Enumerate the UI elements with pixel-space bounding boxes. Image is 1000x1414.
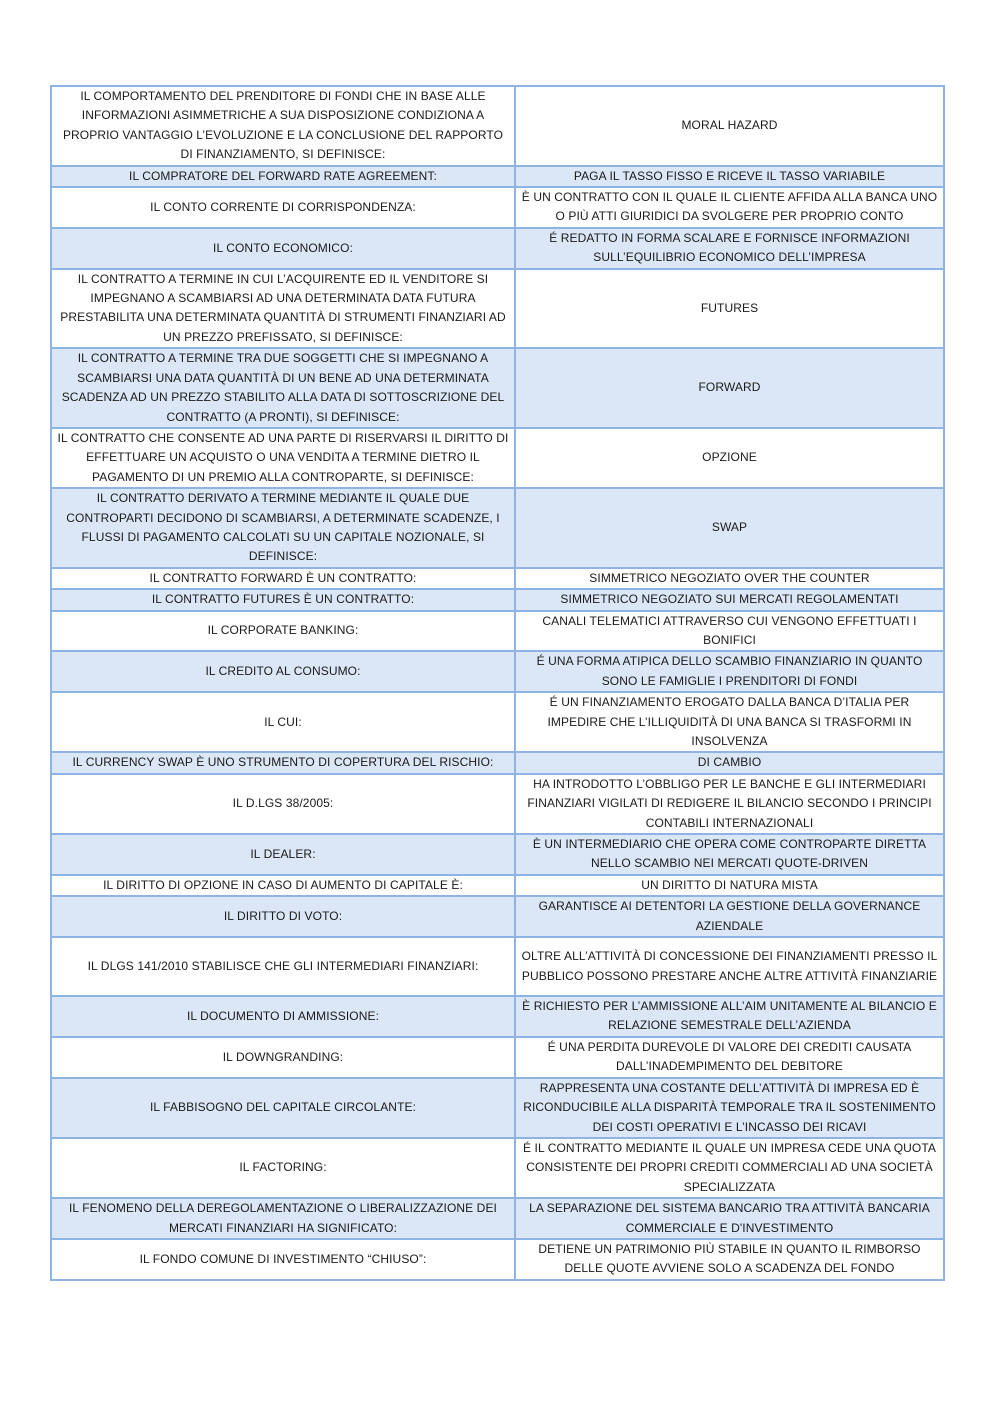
question-cell: IL CONTO ECONOMICO: bbox=[51, 228, 515, 269]
table-row bbox=[51, 1037, 944, 1078]
question-cell: IL DOWNGRANDING: bbox=[51, 1037, 515, 1078]
question-cell: IL D.LGS 38/2005: bbox=[51, 774, 515, 834]
table-row bbox=[51, 589, 944, 610]
question-cell: IL FABBISOGNO DEL CAPITALE CIRCOLANTE: bbox=[51, 1078, 515, 1138]
answer-cell: UN DIRITTO DI NATURA MISTA bbox=[515, 875, 944, 896]
answer-cell: RAPPRESENTA UNA COSTANTE DELL’ATTIVITÀ DI IMPRESA ED È RICONDUCIBILE ALLA DISPARITÀ TEMPORALE TRA IL SOSTENIMENTO DEI COSTI OPERATIVI E L’INCASSO DEI RICAVI bbox=[515, 1078, 944, 1138]
answer-cell: PAGA IL TASSO FISSO E RICEVE IL TASSO VARIABILE bbox=[515, 166, 944, 187]
answer-cell: FORWARD bbox=[515, 348, 944, 428]
question-cell: IL CONTRATTO CHE CONSENTE AD UNA PARTE DI RISERVARSI IL DIRITTO DI EFFETTUARE UN ACQUISTO O UNA VENDITA A TERMINE DIETRO IL PAGAMENTO DI UN PREMIO ALLA CONTROPARTE, SI DEFINISCE: bbox=[51, 428, 515, 488]
table-row bbox=[51, 752, 944, 773]
answer-cell: DI CAMBIO bbox=[515, 752, 944, 773]
question-cell: IL CONTRATTO FORWARD È UN CONTRATTO: bbox=[51, 568, 515, 589]
question-cell: IL CONTRATTO FUTURES È UN CONTRATTO: bbox=[51, 589, 515, 610]
answer-cell: FUTURES bbox=[515, 269, 944, 349]
question-cell: IL DEALER: bbox=[51, 834, 515, 875]
question-cell: IL DLGS 141/2010 STABILISCE CHE GLI INTERMEDIARI FINANZIARI: bbox=[51, 937, 515, 996]
question-cell: IL CONTRATTO A TERMINE IN CUI L’ACQUIRENTE ED IL VENDITORE SI IMPEGNANO A SCAMBIARSI AD UNA DETERMINATA DATA FUTURA PRESTABILITA UNA DETERMINATA QUANTITÀ DI STRUMENTI FINANZIARI AD UN PREZZO PREFISSATO, SI DEFINISCE: bbox=[51, 269, 515, 349]
question-cell: IL COMPORTAMENTO DEL PRENDITORE DI FONDI CHE IN BASE ALLE INFORMAZIONI ASIMMETRICHE A SUA DISPOSIZIONE CONDIZIONA A PROPRIO VANTAGGIO L’EVOLUZIONE E LA CONCLUSIONE DEL RAPPORTO DI FINANZIAMENTO, SI DEFINISCE: bbox=[51, 86, 515, 166]
qa-table bbox=[50, 85, 945, 1281]
answer-cell: MORAL HAZARD bbox=[515, 86, 944, 166]
table-row bbox=[51, 568, 944, 589]
answer-cell: É UNA PERDITA DUREVOLE DI VALORE DEI CREDITI CAUSATA DALL’INADEMPIMENTO DEL DEBITORE bbox=[515, 1037, 944, 1078]
table-row bbox=[51, 86, 944, 166]
table-row bbox=[51, 1239, 944, 1280]
question-cell: IL CREDITO AL CONSUMO: bbox=[51, 651, 515, 692]
table-row bbox=[51, 348, 944, 428]
question-cell: IL DIRITTO DI OPZIONE IN CASO DI AUMENTO DI CAPITALE È: bbox=[51, 875, 515, 896]
table-row bbox=[51, 428, 944, 488]
table-row bbox=[51, 1198, 944, 1239]
question-cell: IL CURRENCY SWAP È UNO STRUMENTO DI COPERTURA DEL RISCHIO: bbox=[51, 752, 515, 773]
table-row bbox=[51, 187, 944, 228]
answer-cell: CANALI TELEMATICI ATTRAVERSO CUI VENGONO EFFETTUATI I BONIFICI bbox=[515, 611, 944, 652]
table-row bbox=[51, 166, 944, 187]
table-row bbox=[51, 896, 944, 937]
answer-cell: È UN CONTRATTO CON IL QUALE IL CLIENTE AFFIDA ALLA BANCA UNO O PIÙ ATTI GIURIDICI DA SVOLGERE PER PROPRIO CONTO bbox=[515, 187, 944, 228]
answer-cell: È RICHIESTO PER L’AMMISSIONE ALL’AIM UNITAMENTE AL BILANCIO E RELAZIONE SEMESTRALE DELL’AZIENDA bbox=[515, 996, 944, 1037]
answer-cell: HA INTRODOTTO L’OBBLIGO PER LE BANCHE E GLI INTERMEDIARI FINANZIARI VIGILATI DI REDIGERE IL BILANCIO SECONDO I PRINCIPI CONTABILI INTERNAZIONALI bbox=[515, 774, 944, 834]
answer-cell: SWAP bbox=[515, 488, 944, 568]
table-row bbox=[51, 488, 944, 568]
answer-cell: É UNA FORMA ATIPICA DELLO SCAMBIO FINANZIARIO IN QUANTO SONO LE FAMIGLIE I PRENDITORI DI FONDI bbox=[515, 651, 944, 692]
answer-cell: LA SEPARAZIONE DEL SISTEMA BANCARIO TRA ATTIVITÀ BANCARIA COMMERCIALE E D'INVESTIMENTO bbox=[515, 1198, 944, 1239]
question-cell: IL DOCUMENTO DI AMMISSIONE: bbox=[51, 996, 515, 1037]
table-row bbox=[51, 1138, 944, 1198]
answer-cell: É REDATTO IN FORMA SCALARE E FORNISCE INFORMAZIONI SULL’EQUILIBRIO ECONOMICO DELL’IMPRESA bbox=[515, 228, 944, 269]
table-row bbox=[51, 774, 944, 834]
question-cell: IL FACTORING: bbox=[51, 1138, 515, 1198]
question-cell: IL CUI: bbox=[51, 692, 515, 752]
answer-cell: OPZIONE bbox=[515, 428, 944, 488]
question-cell: IL CONTRATTO DERIVATO A TERMINE MEDIANTE IL QUALE DUE CONTROPARTI DECIDONO DI SCAMBIARSI, A DETERMINATE SCADENZE, I FLUSSI DI PAGAMENTO CALCOLATI SU UN CAPITALE NOZIONALE, SI DEFINISCE: bbox=[51, 488, 515, 568]
table-row bbox=[51, 834, 944, 875]
question-cell: IL CONTRATTO A TERMINE TRA DUE SOGGETTI CHE SI IMPEGNANO A SCAMBIARSI UNA DATA QUANTITÀ DI UN BENE AD UNA DETERMINATA SCADENZA AD UN PREZZO STABILITO ALLA DATA DI SOTTOSCRIZIONE DEL CONTRATTO (A PRONTI), SI DEFINISCE: bbox=[51, 348, 515, 428]
question-cell: IL COMPRATORE DEL FORWARD RATE AGREEMENT: bbox=[51, 166, 515, 187]
answer-cell: É UN FINANZIAMENTO EROGATO DALLA BANCA D’ITALIA PER IMPEDIRE CHE L’ILLIQUIDITÀ DI UNA BANCA SI TRASFORMI IN INSOLVENZA bbox=[515, 692, 944, 752]
question-cell: IL FONDO COMUNE DI INVESTIMENTO “CHIUSO”: bbox=[51, 1239, 515, 1280]
table-row bbox=[51, 1078, 944, 1138]
answer-cell: OLTRE ALL’ATTIVITÀ DI CONCESSIONE DEI FINANZIAMENTI PRESSO IL PUBBLICO POSSONO PRESTARE ANCHE ALTRE ATTIVITÀ FINANZIARIE bbox=[515, 937, 944, 996]
table-row bbox=[51, 228, 944, 269]
table-row bbox=[51, 996, 944, 1037]
answer-cell: SIMMETRICO NEGOZIATO SUI MERCATI REGOLAMENTATI bbox=[515, 589, 944, 610]
table-row bbox=[51, 875, 944, 896]
question-cell: IL CONTO CORRENTE DI CORRISPONDENZA: bbox=[51, 187, 515, 228]
question-cell: IL CORPORATE BANKING: bbox=[51, 611, 515, 652]
table-row bbox=[51, 269, 944, 349]
answer-cell: È UN INTERMEDIARIO CHE OPERA COME CONTROPARTE DIRETTA NELLO SCAMBIO NEI MERCATI QUOTE-DRIVEN bbox=[515, 834, 944, 875]
answer-cell: GARANTISCE AI DETENTORI LA GESTIONE DELLA GOVERNANCE AZIENDALE bbox=[515, 896, 944, 937]
table-row bbox=[51, 651, 944, 692]
answer-cell: É IL CONTRATTO MEDIANTE IL QUALE UN IMPRESA CEDE UNA QUOTA CONSISTENTE DEI PROPRI CREDITI COMMERCIALI AD UNA SOCIETÀ SPECIALIZZATA bbox=[515, 1138, 944, 1198]
answer-cell: DETIENE UN PATRIMONIO PIÙ STABILE IN QUANTO IL RIMBORSO DELLE QUOTE AVVIENE SOLO A SCADENZA DEL FONDO bbox=[515, 1239, 944, 1280]
question-cell: IL FENOMENO DELLA DEREGOLAMENTAZIONE O LIBERALIZZAZIONE DEI MERCATI FINANZIARI HA SIGNIFICATO: bbox=[51, 1198, 515, 1239]
table-row bbox=[51, 692, 944, 752]
table-row bbox=[51, 611, 944, 652]
answer-cell: SIMMETRICO NEGOZIATO OVER THE COUNTER bbox=[515, 568, 944, 589]
table-row bbox=[51, 937, 944, 996]
question-cell: IL DIRITTO DI VOTO: bbox=[51, 896, 515, 937]
